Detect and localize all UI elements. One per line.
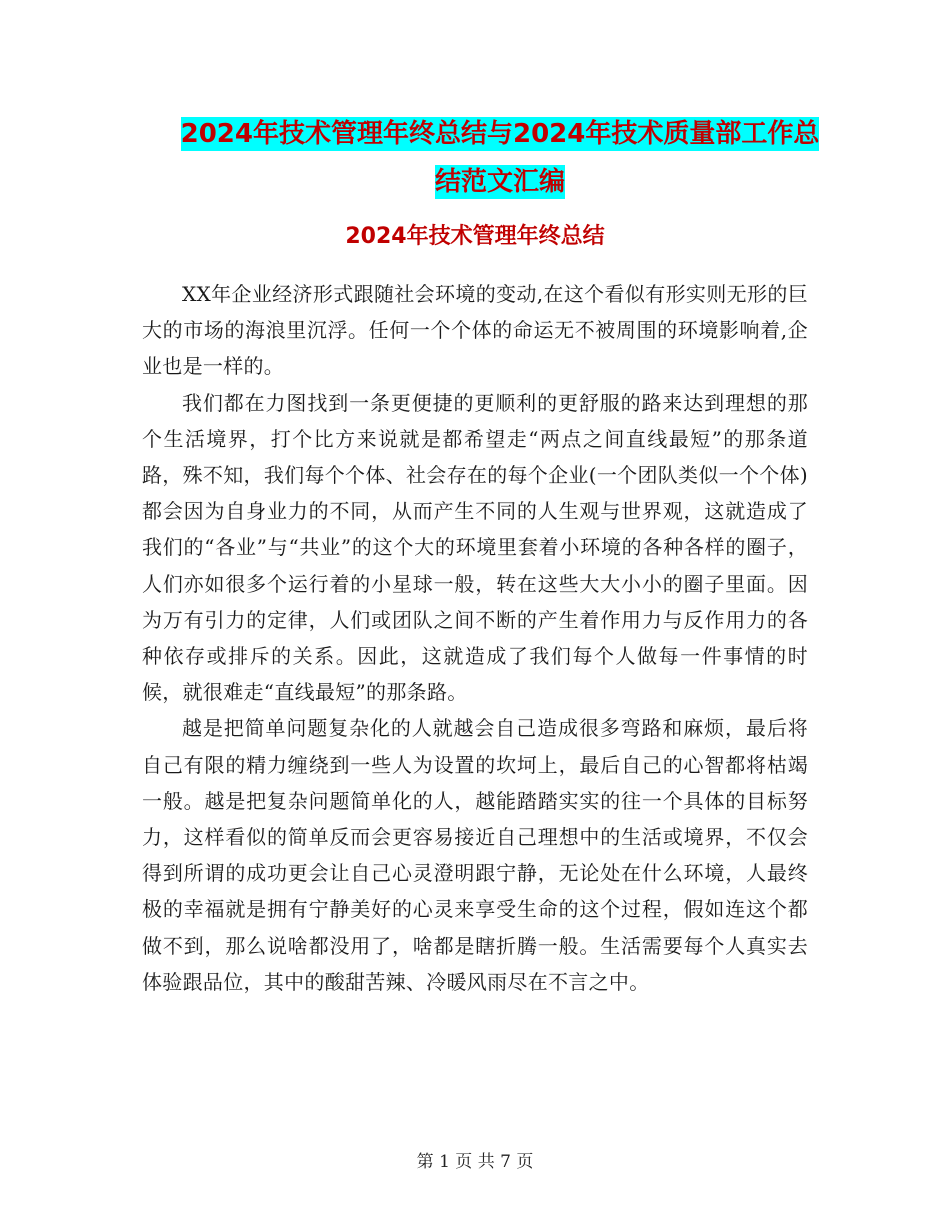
body-text <box>142 276 808 1000</box>
paragraph-3: 越是把简单问题复杂化的人就越会自己造成很多弯路和麻烦，最后将自己有限的精力缠绕到一些人为设置的坎坷上，最后自己的心智都将枯竭一般。越是把复杂问题简单化的人，越能踏踏实实的往一个具体的目标努力，这样看似的简单反而会更容易接近自己理想中的生活或境界，不仅会得到所谓的成功更会让自己心灵澄明跟宁静，无论处在什么环境，人最终极的幸福就是拥有宁静美好的心灵来享受生命的这个过程，假如连这个都做不到，那么说啥都没用了，啥都是瞎折腾一般。生活需要每个人真实去体验跟品位，其中的酸甜苦辣、冷暖风雨尽在不言之中。 <box>142 716 808 994</box>
document-title <box>140 110 860 206</box>
document-title-line-1: 2024年技术管理年终总结与2024年技术质量部工作总 <box>180 119 820 149</box>
section-heading: 2024年技术管理年终总结 <box>345 224 605 249</box>
paragraph-1: XX年企业经济形式跟随社会环境的变动,在这个看似有形实则无形的巨大的市场的海浪里沉浮。任何一个个体的命运无不被周围的环境影响着,企业也是一样的。 <box>142 282 808 379</box>
paragraph-2: 我们都在力图找到一条更便捷的更顺利的更舒服的路来达到理想的那个生活境界，打个比方来说就是都希望走“两点之间直线最短”的那条道路，殊不知，我们每个个体、社会存在的每个企业(一个团队类似一个个体)都会因为自身业力的不同，从而产生不同的人生观与世界观，这就造成了我们的“各业”与“共业”的这个大的环境里套着小环境的各种各样的圈子，人们亦如很多个运行着的小星球一般，转在这些大大小小的圈子里面。因为万有引力的定律，人们或团队之间不断的产生着作用力与反作用力的各种依存或排斥的关系。因此，这就造成了我们每个人做每一件事情的时候，就很难走“直线最短”的那条路。 <box>142 390 808 705</box>
document-title-line-2: 结范文汇编 <box>434 167 565 197</box>
page-footer: 第 1 页 共 7 页 <box>416 1152 534 1172</box>
